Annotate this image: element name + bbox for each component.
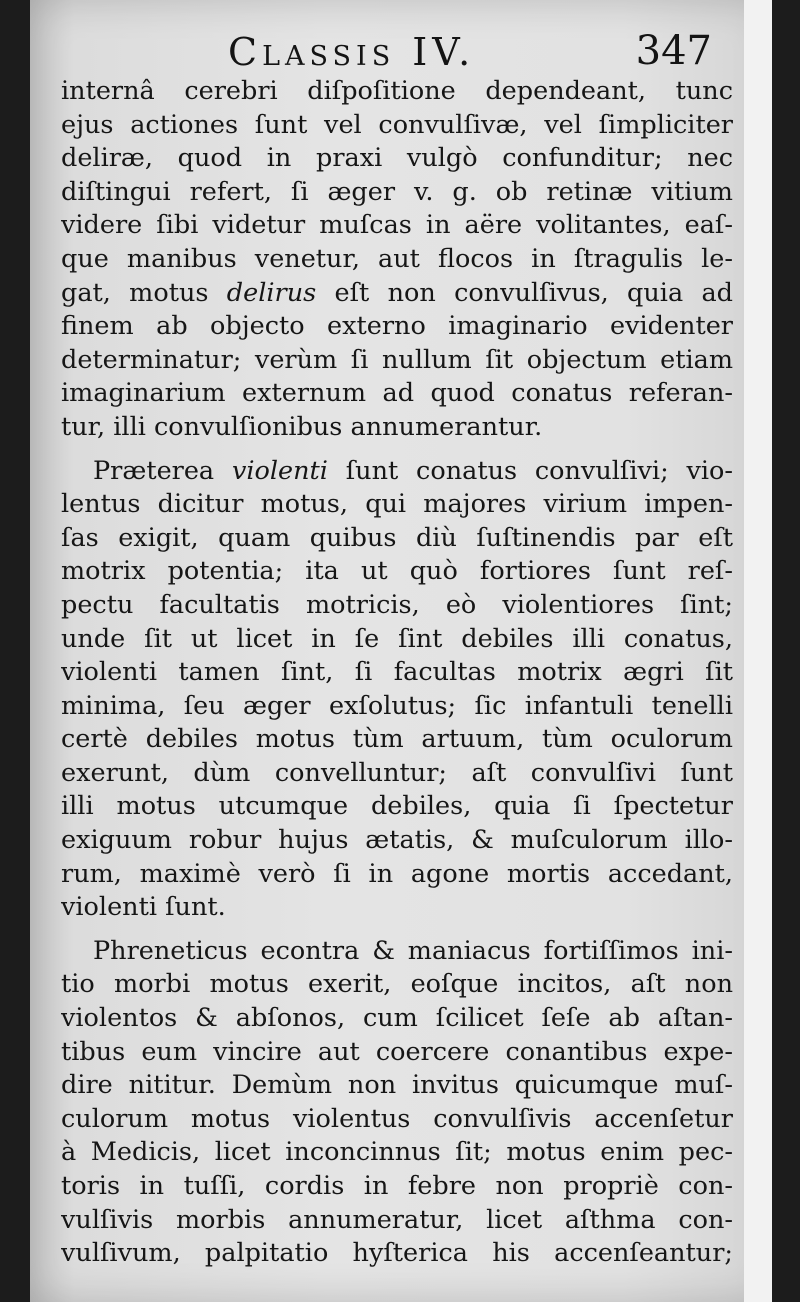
- text-line: violenti ſunt.: [61, 892, 226, 923]
- text-line: minima, ſeu æger exſolutus; ſic infantuli tenelli: [61, 690, 733, 721]
- text-line: tibus eum vincire aut coercere conantibus expe-: [61, 1036, 733, 1067]
- text-line: dire nititur. Demùm non invitus quicumque muſ-: [61, 1070, 733, 1101]
- text-line: pectu facultatis motricis, eò violentiores ſint;: [61, 589, 733, 620]
- text-line: toris in tuſſi, cordis in febre non propriè con-: [61, 1171, 733, 1201]
- text-line: determinatur; verùm ſi nullum ſit objectum etiam: [61, 344, 733, 375]
- text-line: Præterea violenti ſunt conatus convulſivi; vio-: [93, 455, 733, 486]
- text-line: motrix potentia; ita ut quò fortiores ſunt reſ-: [61, 556, 733, 587]
- text-line: exiguum robur hujus ætatis, & muſculorum illo-: [61, 825, 733, 856]
- text-line: exerunt, dùm convelluntur; aſt convulſivi ſunt: [61, 757, 733, 788]
- text-line: rum, maximè verò ſi in agone mortis accedant,: [61, 858, 733, 889]
- paragraph-gap: [61, 925, 733, 935]
- text-line: vulſivum, palpitatio hyſterica his accenſeantur;: [61, 1238, 733, 1269]
- text-line: unde ſit ut licet in ſe ſint debiles illi conatus,: [61, 623, 733, 654]
- page-header: [30, 22, 750, 82]
- paragraph-gap: [61, 445, 733, 455]
- text-line: à Medicis, licet inconcinnus ſit; motus enim pec-: [61, 1137, 733, 1168]
- text-line: lentus dicitur motus, qui majores virium impen-: [61, 489, 733, 520]
- text-line: violentos & abſonos, cum ſcilicet ſeſe ab aſtan-: [61, 1003, 733, 1034]
- text-line: tio morbi motus exerit, eoſque incitos, aſt non: [61, 969, 733, 1000]
- text-line: finem ab objecto externo imaginario evidenter: [61, 311, 733, 342]
- text-line: videre ſibi videtur muſcas in aëre volitantes, eaſ-: [61, 210, 733, 241]
- body-text: [61, 75, 733, 1271]
- text-line: illi motus utcumque debiles, quia ſi ſpectetur: [61, 791, 733, 822]
- running-title: Classis IV.: [228, 30, 476, 74]
- text-line: deliræ, quod in praxi vulgò confunditur; nec: [61, 143, 733, 174]
- text-line: culorum motus violentus convulſivis accenſetur: [61, 1103, 733, 1134]
- text-line: ejus actiones ſunt vel convulſivæ, vel ſimpliciter: [61, 109, 733, 140]
- text-line: tur, illi convulſionibus annumerantur.: [61, 411, 543, 442]
- text-line: gat, motus delirus eſt non convulſivus, quia ad: [61, 277, 733, 308]
- text-line: imaginarium externum ad quod conatus referan-: [61, 378, 733, 409]
- text-line: que manibus venetur, aut flocos in ſtragulis le-: [61, 243, 733, 274]
- text-line: violenti tamen ſint, ſi facultas motrix ægri ſit: [61, 657, 733, 688]
- text-line: Phreneticus econtra & maniacus fortiſſimos ini-: [93, 935, 733, 966]
- text-line: ſas exigit, quam quibus diù ſuſtinendis par eſt: [61, 522, 733, 553]
- text-line: diſtingui refert, ſi æger v. g. ob retinæ vitium: [61, 176, 733, 207]
- text-line: vulſivis morbis annumeratur, licet aſthma con-: [61, 1204, 733, 1235]
- page-edge: [744, 0, 772, 1302]
- page-number: 347: [635, 28, 712, 74]
- text-line: internâ cerebri diſpoſitione dependeant, tunc: [61, 76, 733, 106]
- text-line: certè debiles motus tùm artuum, tùm oculorum: [61, 724, 733, 755]
